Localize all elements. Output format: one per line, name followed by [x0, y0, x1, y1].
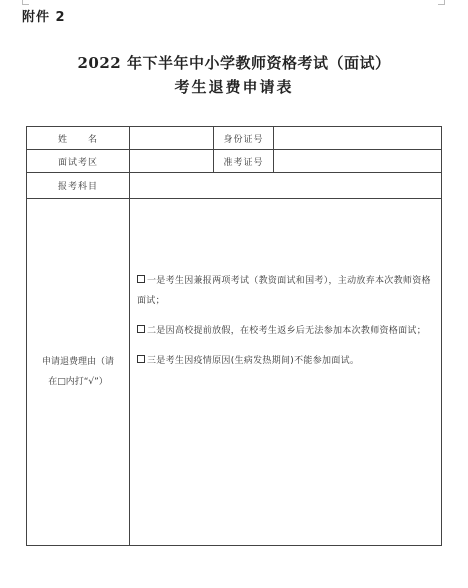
exam-area-field[interactable] — [130, 150, 214, 173]
document-subtitle: 考生退费申请表 — [174, 78, 294, 96]
subject-label: 报考科目 — [27, 173, 130, 199]
checkbox-square-icon[interactable] — [137, 325, 145, 333]
page-corner-mark-left — [22, 0, 29, 5]
name-field[interactable] — [130, 127, 214, 150]
form-row-reason — [27, 199, 442, 546]
form-row-subject — [27, 173, 442, 199]
form-row-name-id — [27, 127, 442, 150]
reason-option-2[interactable] — [137, 321, 437, 341]
id-number-label: 身份证号 — [214, 127, 274, 150]
exam-area-label: 面试考区 — [27, 150, 130, 173]
admission-number-label: 准考证号 — [214, 150, 274, 173]
reason-option-text: 二是因高校提前放假，在校考生返乡后无法参加本次教师资格面试； — [147, 326, 427, 336]
document-title: 2022 年下半年中小学教师资格考试（面试） — [77, 54, 391, 72]
reason-option-text: 一是考生因兼报两项考试（教资面试和国考），主动放弃本次教师资格面试； — [137, 276, 431, 306]
reason-label-line1: 申请退费理由（请 — [41, 357, 114, 367]
name-label: 姓 名 — [27, 127, 130, 150]
checkbox-square-icon[interactable] — [137, 275, 145, 283]
reason-options — [130, 199, 442, 546]
reason-option-text: 三是考生因疫情原因(生病发热期间)不能参加面试。 — [147, 356, 360, 366]
refund-application-form — [26, 126, 442, 546]
page-corner-mark-right — [438, 0, 445, 5]
attachment-label: 附件 2 — [22, 10, 66, 25]
subject-field[interactable] — [130, 173, 442, 199]
reason-option-1[interactable] — [137, 271, 437, 311]
admission-number-field[interactable] — [274, 150, 442, 173]
form-row-area-admission — [27, 150, 442, 173]
reason-option-3[interactable] — [137, 351, 437, 371]
id-number-field[interactable] — [274, 127, 442, 150]
checkbox-square-icon[interactable] — [137, 355, 145, 363]
reason-label-line2: 在□内打“√”） — [48, 377, 108, 387]
reason-label — [27, 199, 130, 546]
